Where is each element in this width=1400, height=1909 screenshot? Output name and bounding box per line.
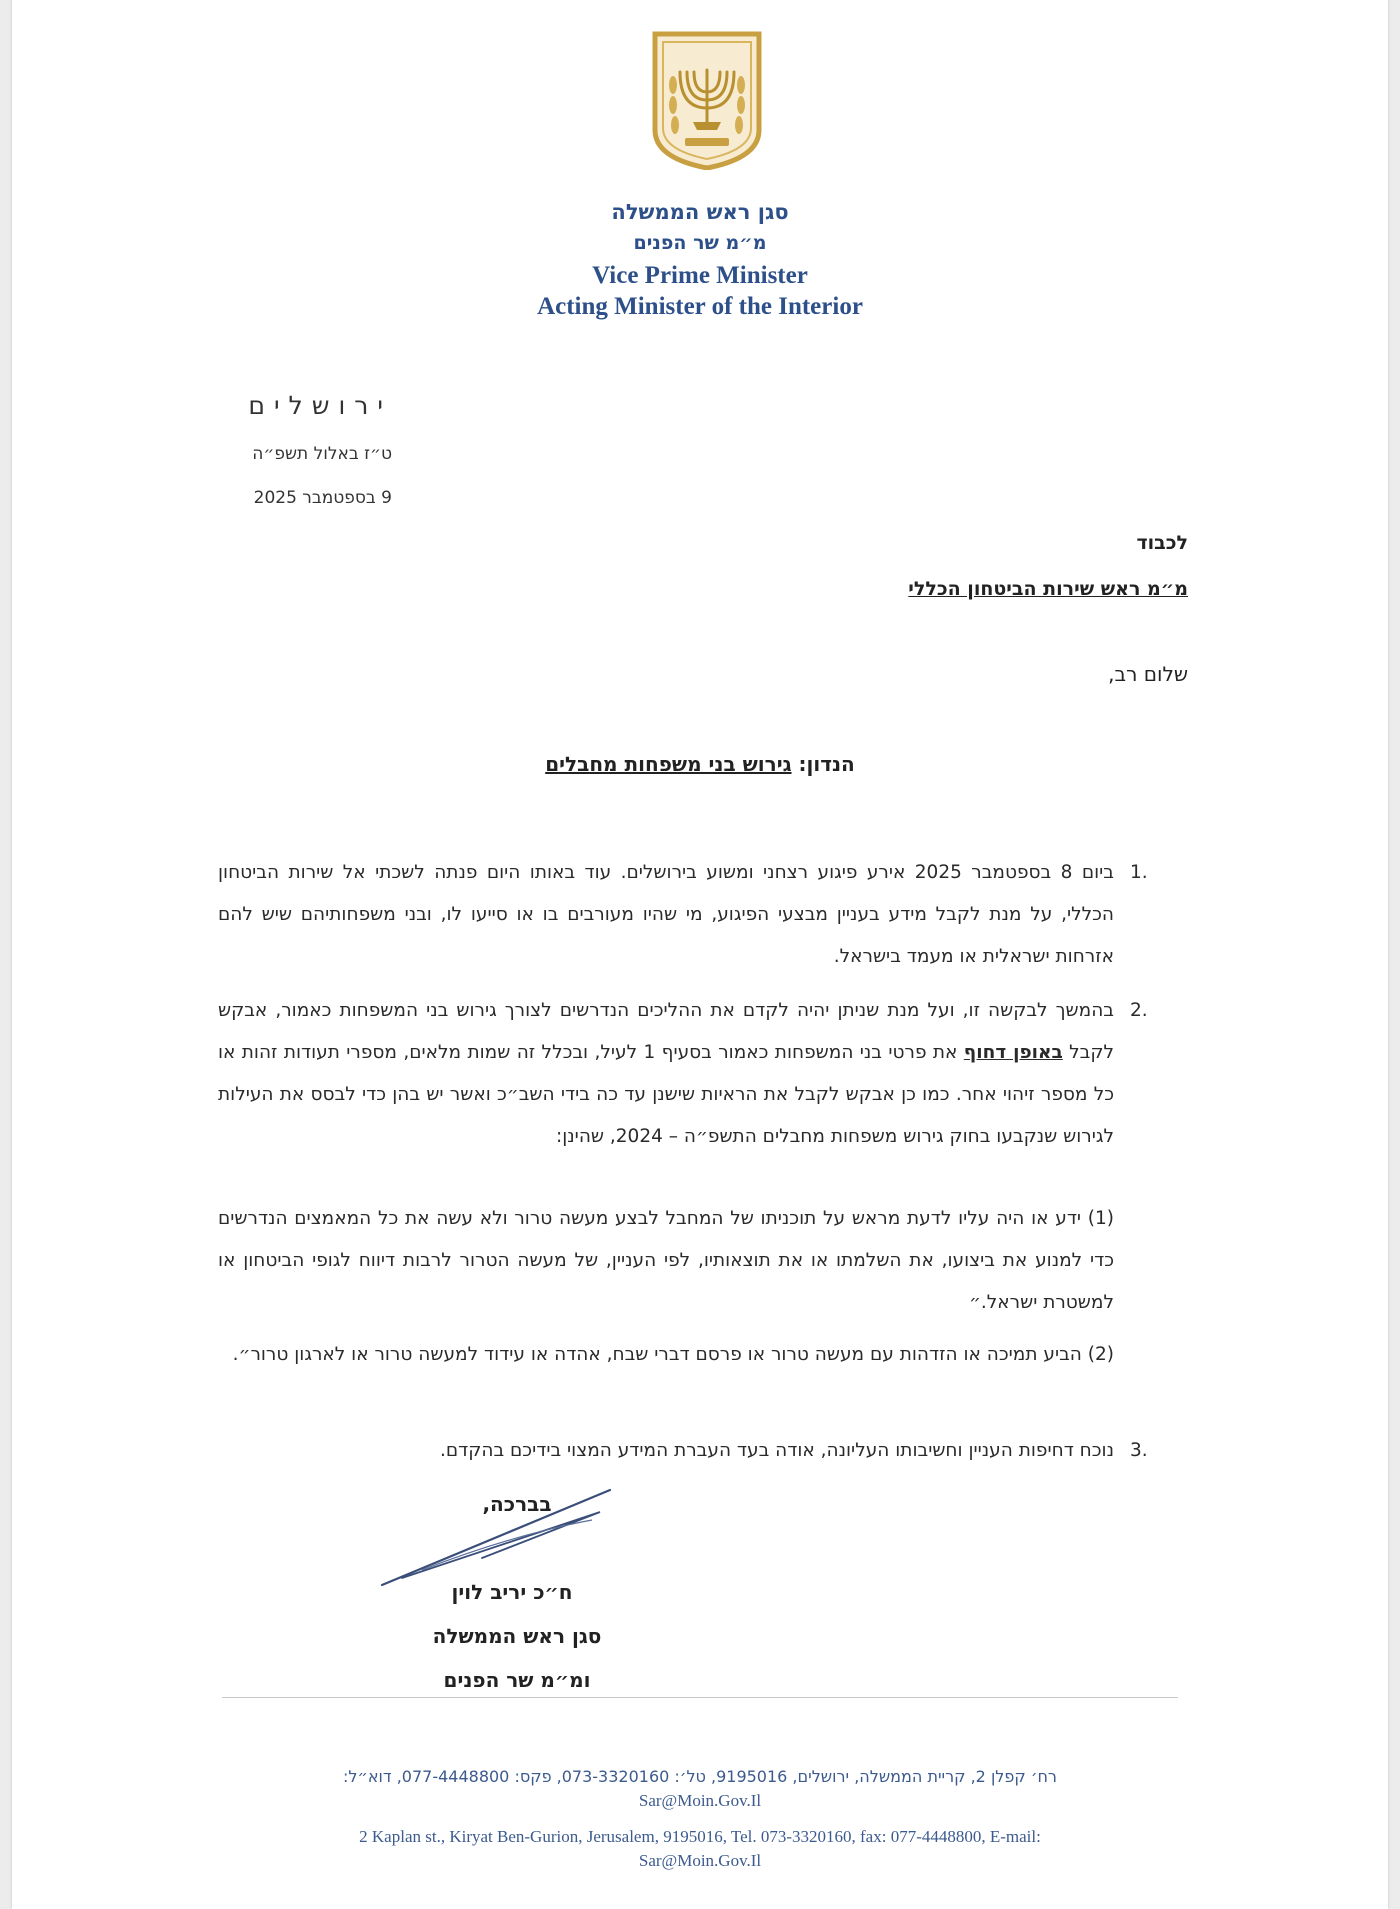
state-emblem-icon: [649, 30, 765, 170]
paragraph-2-emphasis: באופן דחוף: [963, 1042, 1063, 1063]
subject-line: [12, 752, 1388, 776]
footer-address-he: רח׳ קפלן 2, קריית הממשלה, ירושלים, 9195016, טל׳: 073-3320160, פקס: 077-4448800, דוא״ל:: [343, 1767, 1057, 1786]
paragraph-1-number: 1.: [1130, 862, 1148, 883]
subject-text: גירוש בני משפחות מחבלים: [545, 752, 792, 776]
paragraph-2-before: בהמשך לבקשה זו, ועל מנת שניתן יהיה לקדם את ההליכים הנדרשים לצורך גירוש בני המשפחות כאמור, אבקש לקבל: [218, 1000, 1114, 1063]
signature-name: ח״כ יריב לוין: [451, 1580, 573, 1604]
paragraph-3-number: 3.: [1130, 1440, 1148, 1461]
paragraph-2-after: את פרטי בני המשפחות כאמור בסעיף 1 לעיל, ובכלל זה שמות מלאים, מספרי תעודות זהות או כל מספר זיהוי אחר. כמו כן אבקש לקבל את הראיות שישנן עד כה בידי השב״כ ואשר יש בהן כדי לבסס את העילות לגירוש שנקבעו בחוק גירוש משפחות מחבלים התשפ״ה – 2024, שהינן:: [218, 1042, 1114, 1147]
dateline-hebrew-date: ט״ז באלול תשפ״ה: [252, 444, 392, 464]
dateline-city: ירושלים: [248, 391, 392, 420]
signature-title-1: סגן ראש הממשלה: [432, 1624, 602, 1648]
signature-title-2: ומ״מ שר הפנים: [443, 1668, 591, 1692]
dateline-gregorian-date: 9 בספטמבר 2025: [253, 488, 392, 508]
paragraph-2-sub-2: (2) הביע תמיכה או הזדהות עם מעשה טרור או פרסם דברי שבח, אהדה או עידוד למעשה טרור או לארגון טרור״.: [232, 1344, 1114, 1365]
greeting: שלום רב,: [1108, 662, 1188, 686]
header-title-he-2: מ״מ שר הפנים: [633, 232, 767, 254]
header-title-he-1: סגן ראש הממשלה: [611, 200, 789, 224]
footer-email-en: Sar@Moin.Gov.Il: [638, 1851, 762, 1870]
paragraph-3: נוכח דחיפות העניין וחשיבותו העליונה, אודה בעד העברת המידע המצוי בידיכם בהקדם.: [439, 1440, 1114, 1461]
subject-label: הנדון:: [798, 752, 855, 776]
letter-page: [12, 0, 1388, 1909]
handwritten-signature: [362, 1450, 622, 1600]
addressee-recipient-text: מ״מ ראש שירות הביטחון הכללי: [908, 578, 1188, 600]
footer-email-he: Sar@Moin.Gov.Il: [638, 1791, 762, 1810]
paragraph-1: ביום 8 בספטמבר 2025 אירע פיגוע רצחני ומשוע בירושלים. עוד באותו היום פנתה לשכתי אל שירות הביטחון הכללי, על מנת לקבל מידע בעניין מבצעי הפיגוע, מי שהיו מעורבים בו או סייעו לו, ובני משפחותיהם שיש להם אזרחות ישראלית או מעמד בישראל.: [218, 862, 1115, 967]
paragraph-2-number: 2.: [1130, 1000, 1148, 1021]
paragraph-2: [218, 990, 1114, 1158]
signature-closing: בברכה,: [482, 1492, 552, 1516]
header-title-en-2: Acting Minister of the Interior: [537, 293, 863, 320]
addressee-salutation: לכבוד: [1136, 532, 1188, 554]
header-title-en-1: Vice Prime Minister: [592, 262, 808, 289]
footer-address-en: 2 Kaplan st., Kiryat Ben-Gurion, Jerusalem, 9195016, Tel. 073-3320160, fax: 077-4448800, E-mail:: [359, 1827, 1041, 1846]
footer-divider: [222, 1697, 1178, 1698]
addressee-recipient: [688, 578, 1188, 600]
paragraph-2-sub-1: (1) ידע או היה עליו לדעת מראש על תוכניתו של המחבל לבצע מעשה טרור ולא עשה את כל המאמצים הנדרשים כדי למנוע את ביצועו, את השלמתו או את תוצאותיו, לפי העניין, של מעשה הטרור לרבות דיווח לגופי הביטחון או למשטרת ישראל.״: [218, 1208, 1114, 1313]
